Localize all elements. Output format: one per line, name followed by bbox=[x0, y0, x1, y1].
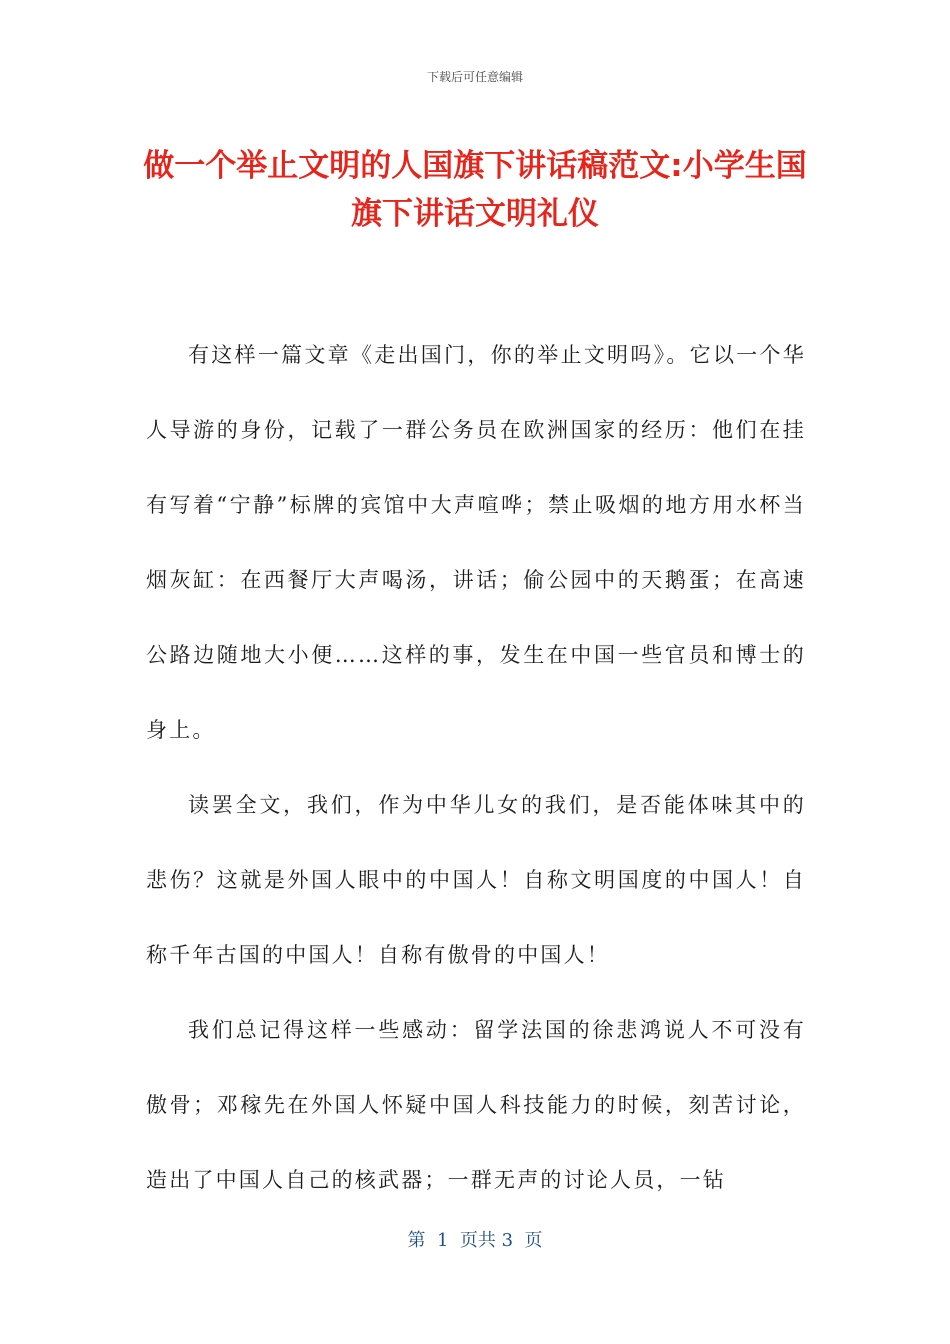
page-number-footer: 第 1 页共 3 页 bbox=[407, 1230, 543, 1251]
document-title: 做一个举止文明的人国旗下讲话稿范文:小学生国旗下讲话文明礼仪 bbox=[143, 148, 807, 232]
header-note: 下载后可任意编辑 bbox=[426, 70, 523, 84]
paragraph-1: 有这样一篇文章《走出国门，你的举止文明吗》。它以一个华人导游的身份，记载了一群公务员在欧洲国家的经历：他们在挂有写着“宁静”标牌的宾馆中大声喧哗；禁止吸烟的地方用水杯当烟灰缸：在西餐厅大声喝汤，讲话；偷公园中的天鹅蛋；在高速公路边随地大小便……这样的事，发生在中国一些官员和博士的身上。 bbox=[146, 343, 806, 742]
document-body bbox=[146, 318, 806, 1218]
paragraph-3: 我们总记得这样一些感动：留学法国的徐悲鸿说人不可没有傲骨；邓稼先在外国人怀疑中国人科技能力的时候，刻苦讨论，造出了中国人自己的核武器；一群无声的讨论人员，一钻 bbox=[146, 1018, 806, 1192]
paragraph-2: 读罢全文，我们，作为中华儿女的我们，是否能体味其中的悲伤？这就是外国人眼中的中国人！自称文明国度的中国人！自称千年古国的中国人！自称有傲骨的中国人！ bbox=[146, 793, 806, 967]
